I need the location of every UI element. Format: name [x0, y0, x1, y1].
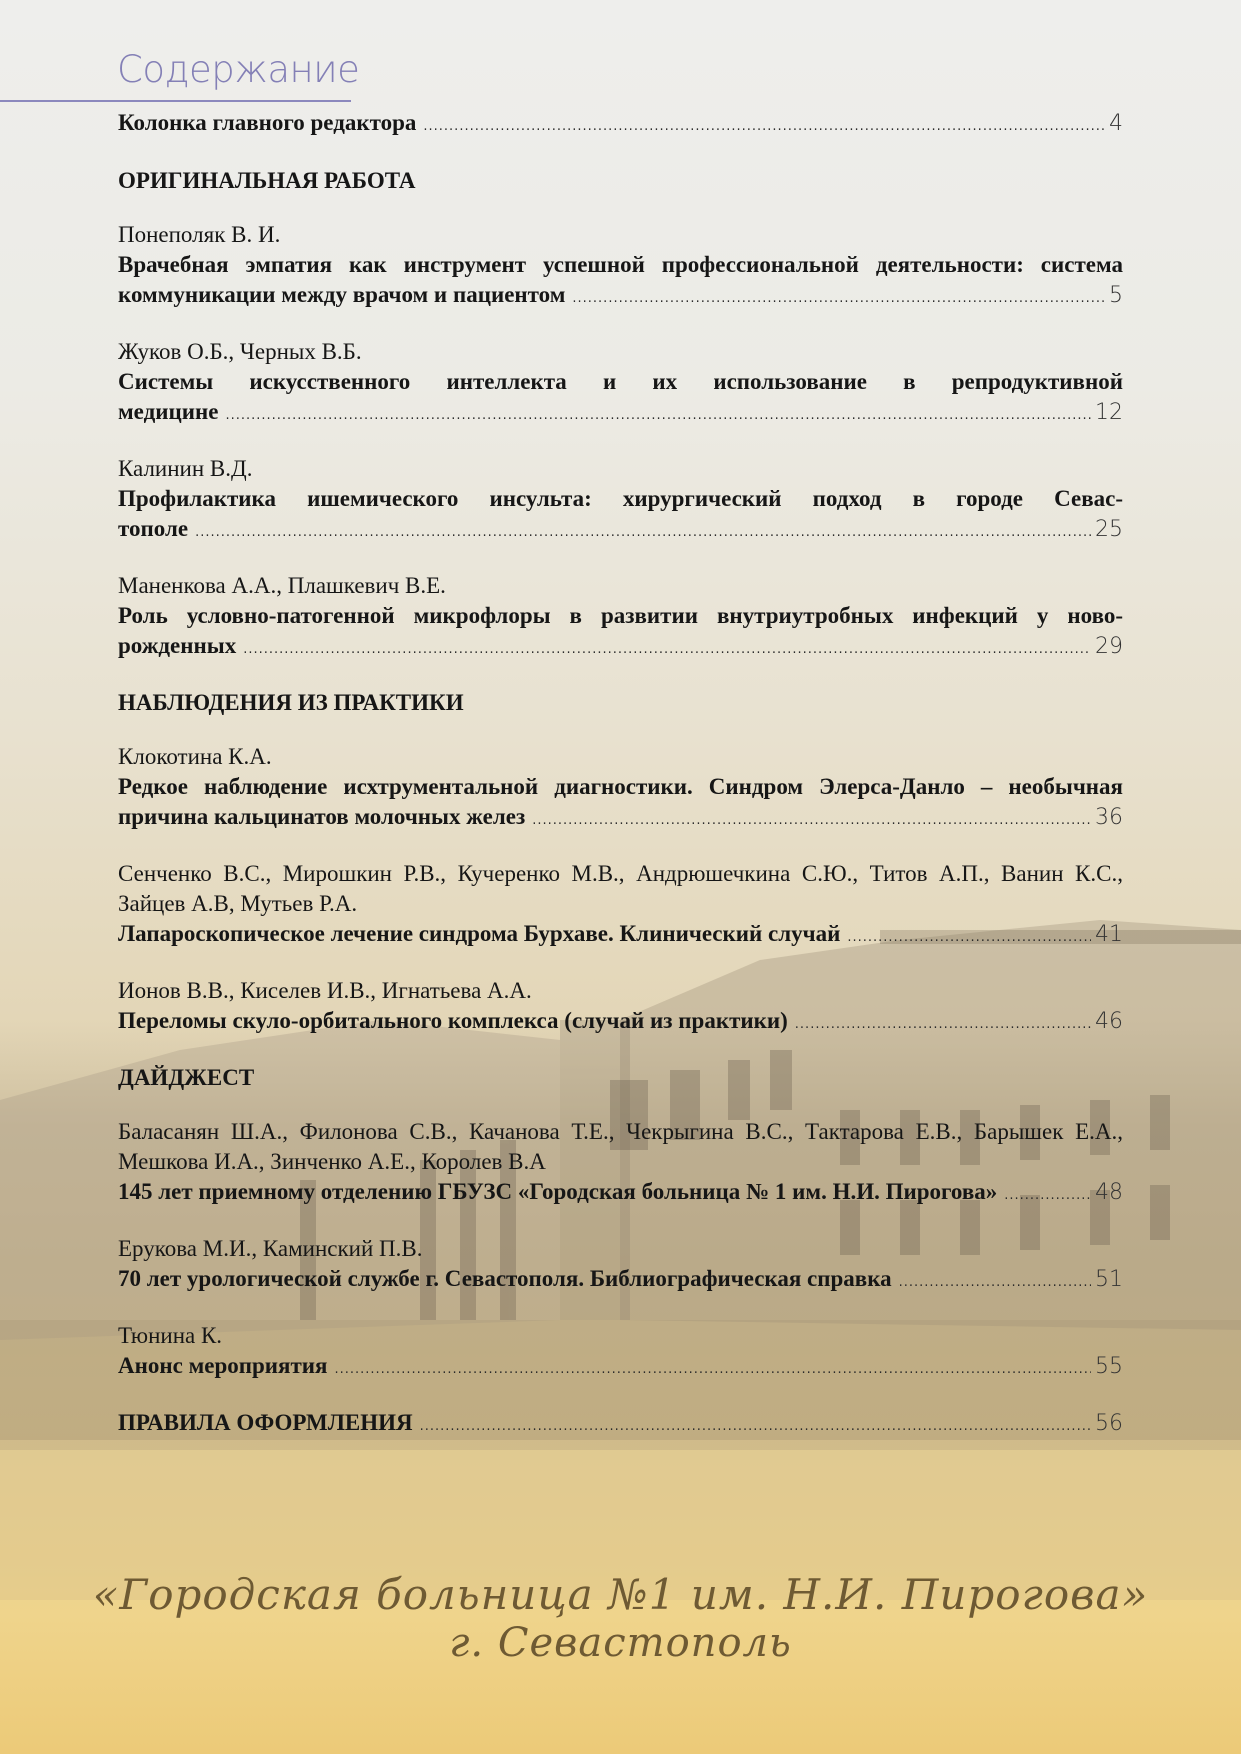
dot-leader: [572, 284, 1105, 314]
toc-entry[interactable]: [118, 1321, 1123, 1385]
entry-authors: Сенченко В.С., Мирошкин Р.В., Кучеренко М.В., Андрюшечкина С.Ю., Титов А.П., Ванин К.С.,: [118, 861, 1123, 886]
entry-title: Переломы скуло-орбитального комплекса (случай из практики): [118, 1008, 788, 1033]
entry-title-end: коммуникации между врачом и пациентом: [118, 282, 566, 307]
page-number: 4: [1109, 111, 1123, 136]
section-title: ДАЙДЖЕСТ: [118, 1065, 255, 1090]
entry-title: 145 лет приемному отделению ГБУЗС «Городская больница № 1 им. Н.И. Пирогова»: [118, 1179, 998, 1204]
entry-authors-continued: Мешкова И.А., Зинченко А.Е., Королев В.А: [118, 1149, 546, 1174]
section-heading-original: [118, 166, 1123, 196]
entry-title: Профилактика ишемического инсульта: хирургический подход в городе Севас-: [118, 486, 1123, 511]
dot-leader: [195, 518, 1091, 548]
toc-entry[interactable]: [118, 742, 1123, 836]
toc-entry[interactable]: [118, 337, 1123, 431]
toc-entry[interactable]: [118, 571, 1123, 665]
toc-entry[interactable]: [118, 454, 1123, 548]
page-number: 41: [1095, 922, 1123, 947]
page-number: 46: [1095, 1009, 1123, 1034]
entry-title: Анонс мероприятия: [118, 1353, 328, 1378]
page-number: 48: [1095, 1180, 1123, 1205]
toc-entry[interactable]: [118, 976, 1123, 1040]
entry-title: Роль условно-патогенной микрофлоры в развитии внутриутробных инфекций у ново-: [118, 603, 1123, 628]
entry-title: Врачебная эмпатия как инструмент успешной профессиональной деятельности: система: [118, 252, 1123, 277]
entry-authors: Баласанян Ш.А., Филонова С.В., Качанова Т.Е., Чекрыгина В.С., Тактарова Е.В., Барышек Е.А.,: [118, 1119, 1123, 1144]
entry-title-end: причина кальцинатов молочных желез: [118, 804, 526, 829]
toc-entry[interactable]: [118, 1234, 1123, 1298]
entry-authors: Тюнина К.: [118, 1323, 223, 1348]
entry-authors: Жуков О.Б., Черных В.Б.: [118, 339, 362, 364]
dot-leader: [532, 806, 1091, 836]
entry-title-end: рожденных: [118, 633, 237, 658]
page-number: 25: [1095, 517, 1123, 542]
dot-leader: [899, 1268, 1091, 1298]
section-heading-digest: [118, 1063, 1123, 1093]
entry-title: Системы искусственного интеллекта и их использование в репродуктивной: [118, 369, 1123, 394]
entry-title-end: тополе: [118, 516, 189, 541]
section-title: НАБЛЮДЕНИЯ ИЗ ПРАКТИКИ: [118, 690, 464, 715]
dot-leader: [243, 635, 1091, 665]
toc-entry[interactable]: [118, 220, 1123, 314]
toc-entry[interactable]: [118, 1117, 1123, 1211]
entry-authors: Маненкова А.А., Плашкевич В.Е.: [118, 573, 446, 598]
toc-entry-rules[interactable]: [118, 1408, 1123, 1442]
section-title: ОРИГИНАЛЬНАЯ РАБОТА: [118, 168, 416, 193]
entry-title: 70 лет урологической службе г. Севастополя. Библиографическая справка: [118, 1266, 892, 1291]
entry-title: Лапароскопическое лечение синдрома Бурхаве. Клинический случай: [118, 921, 841, 946]
entry-title: Колонка главного редактора: [118, 110, 417, 135]
entry-authors: Клокотина К.А.: [118, 744, 272, 769]
dot-leader: [423, 112, 1105, 142]
dot-leader: [334, 1355, 1091, 1385]
entry-authors: Понеполяк В. И.: [118, 222, 281, 247]
caption-line-2: г. Севастополь: [449, 1620, 792, 1666]
toc-title: Содержание: [117, 48, 360, 91]
section-heading-practice: [118, 688, 1123, 718]
toc-entry[interactable]: [118, 859, 1123, 953]
title-underline: [0, 100, 351, 102]
entry-authors-continued: Зайцев А.В, Мутьев Р.А.: [118, 891, 358, 916]
page-number: 51: [1095, 1267, 1123, 1292]
entry-title: Редкое наблюдение исхтрументальной диагностики. Синдром Элерса-Данло – необычная: [118, 774, 1123, 799]
entry-authors: Ионов В.В., Киселев И.В., Игнатьева А.А.: [118, 978, 532, 1003]
hospital-caption: [0, 1570, 1241, 1666]
page-number: 55: [1095, 1354, 1123, 1379]
dot-leader: [795, 1010, 1091, 1040]
dot-leader: [1004, 1181, 1091, 1211]
entry-authors: Ерукова М.И., Каминский П.В.: [118, 1236, 423, 1261]
dot-leader: [225, 401, 1091, 431]
toc-entry-editor-column[interactable]: [118, 108, 1123, 142]
caption-line-1: «Городская больница №1 им. Н.И. Пирогова»: [92, 1570, 1149, 1619]
table-of-contents: [118, 108, 1123, 1466]
entry-title-end: медицине: [118, 399, 219, 424]
dot-leader: [420, 1412, 1091, 1442]
entry-authors: Калинин В.Д.: [118, 456, 253, 481]
page-number: 5: [1109, 283, 1123, 308]
page-number: 56: [1095, 1411, 1123, 1436]
page-number: 36: [1095, 805, 1123, 830]
dot-leader: [847, 923, 1091, 953]
page-number: 12: [1095, 400, 1123, 425]
entry-title: ПРАВИЛА ОФОРМЛЕНИЯ: [118, 1410, 413, 1435]
page-number: 29: [1095, 634, 1123, 659]
